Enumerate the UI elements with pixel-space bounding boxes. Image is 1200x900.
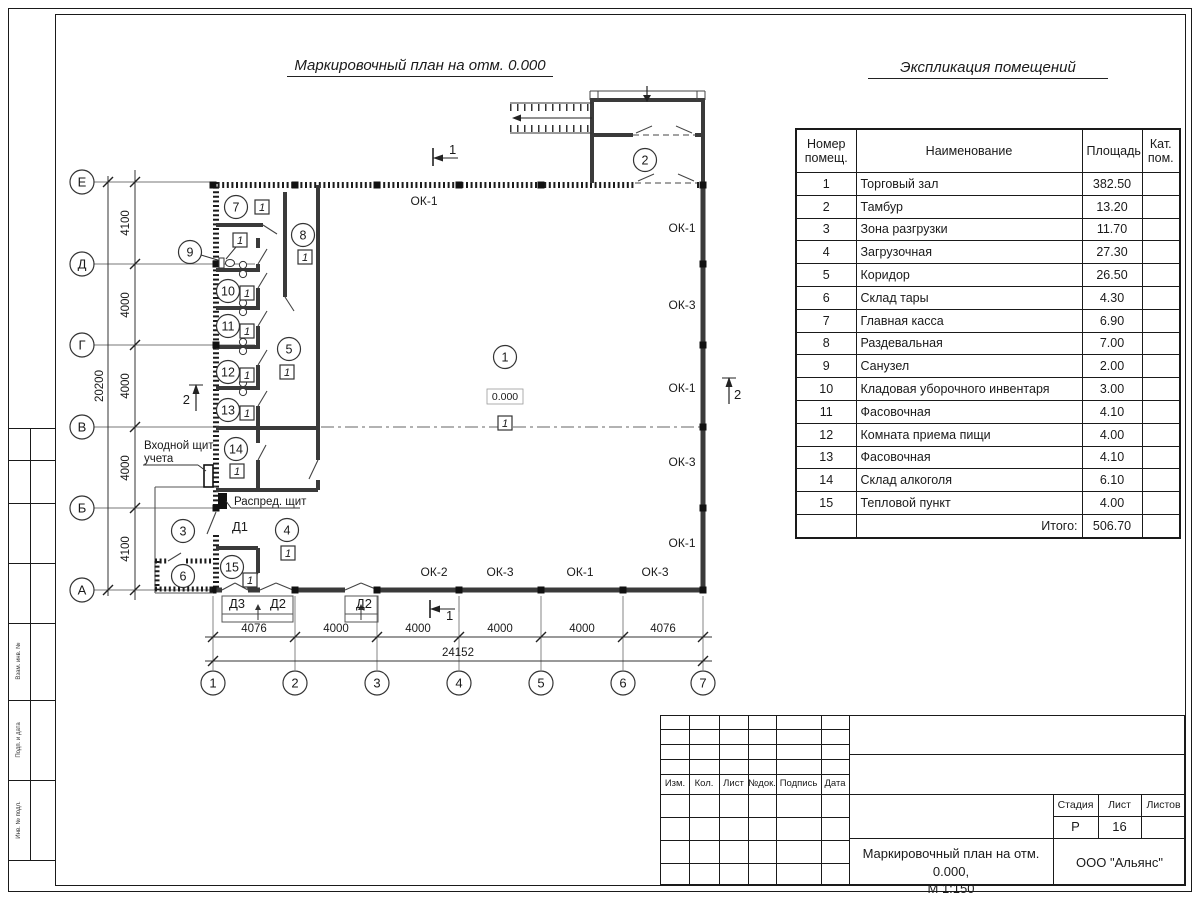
room-name: Торговый зал	[856, 173, 1082, 196]
floor-mark: 1	[233, 466, 241, 478]
entry-panel-label-1: Входной щит	[144, 440, 214, 452]
elevation-value: 0.000	[491, 391, 519, 403]
floor-mark: 1	[246, 575, 254, 587]
axis-col-label: 1	[209, 675, 217, 691]
room-number: 2	[641, 153, 649, 168]
section-1-label: 1	[449, 142, 457, 157]
axis-col-label: 4	[455, 675, 463, 691]
side-stamp-label: Инв. № подл.	[16, 801, 22, 839]
floor-mark: 1	[243, 288, 251, 300]
dim-left-total: 20200	[94, 370, 106, 402]
room-no: 13	[796, 446, 856, 469]
room-area: 13.20	[1082, 195, 1142, 218]
room-name: Фасовочная	[856, 400, 1082, 423]
room-number: 13	[221, 403, 235, 418]
side-stamp-label: Взам. инв. №	[16, 642, 22, 680]
axis-row-label: Е	[77, 174, 87, 190]
section-2-label: 2	[734, 387, 742, 402]
room-no: 3	[796, 218, 856, 241]
window-label: ОК-1	[566, 565, 594, 579]
axis-row-label: А	[77, 582, 87, 598]
room-no: 11	[796, 400, 856, 423]
room-area: 27.30	[1082, 241, 1142, 264]
room-name: Коридор	[856, 264, 1082, 287]
tb-line	[661, 744, 849, 745]
room-no: 4	[796, 241, 856, 264]
room-area: 26.50	[1082, 264, 1142, 287]
room-no: 1	[796, 173, 856, 196]
door-label-d2: Д2	[269, 596, 287, 611]
room-name: Санузел	[856, 355, 1082, 378]
room-number: 15	[225, 560, 239, 575]
tb-header-kol: Кол.	[694, 778, 714, 789]
tb-line	[661, 774, 849, 775]
room-name: Кладовая уборочного инвентаря	[856, 378, 1082, 401]
dim-left: 4100	[120, 536, 132, 562]
dim-bottom: 4076	[241, 623, 267, 635]
stage-value: Р	[1071, 819, 1080, 834]
tb-header-sign: Подпись	[779, 778, 818, 789]
room-no: 2	[796, 195, 856, 218]
tb-line	[661, 863, 849, 864]
axis-col-label: 6	[619, 675, 627, 691]
room-no: 12	[796, 423, 856, 446]
room-no: 9	[796, 355, 856, 378]
room-no: 6	[796, 286, 856, 309]
room-area: 4.00	[1082, 423, 1142, 446]
room-area: 11.70	[1082, 218, 1142, 241]
room-name: Главная касса	[856, 309, 1082, 332]
door-label-d1: Д1	[232, 519, 249, 534]
doc-title	[851, 845, 1051, 898]
room-number: 3	[179, 524, 187, 539]
room-area: 7.00	[1082, 332, 1142, 355]
stage-label: Стадия	[1057, 799, 1094, 811]
room-no: 8	[796, 332, 856, 355]
axis-row-label: Б	[77, 500, 87, 516]
axis-row-label: В	[77, 419, 87, 435]
distribution-panel-label: Распред. щит	[234, 496, 307, 508]
col-header-cat: Кат. пом.	[1142, 129, 1180, 173]
window-label: ОК-3	[668, 298, 696, 312]
window-label: ОК-3	[641, 565, 669, 579]
window-label: ОК-1	[410, 194, 438, 208]
col-header-name: Наименование	[856, 129, 1082, 173]
room-number: 14	[229, 442, 243, 457]
tb-line	[719, 716, 720, 886]
tb-line	[849, 838, 1186, 839]
plan-title: Маркировочный план на отм. 0.000	[287, 57, 553, 77]
room-number: 4	[283, 523, 291, 538]
room-number: 5	[285, 342, 293, 357]
room-no: 7	[796, 309, 856, 332]
section-2-label: 2	[182, 392, 190, 407]
tb-line	[661, 840, 849, 841]
col-header-area: Площадь	[1082, 129, 1142, 173]
room-name: Раздевальная	[856, 332, 1082, 355]
axis-row-label: Д	[77, 256, 87, 272]
tb-line	[776, 716, 777, 886]
window-label: ОК-3	[668, 455, 696, 469]
floor-mark: 1	[258, 202, 266, 214]
tb-line	[1053, 816, 1186, 817]
room-name: Загрузочная	[856, 241, 1082, 264]
floor-mark: 1	[501, 418, 509, 430]
room-area: 3.00	[1082, 378, 1142, 401]
tb-line	[661, 729, 849, 730]
tb-line	[661, 759, 849, 760]
room-number: 8	[299, 228, 307, 243]
total-value: 506.70	[1082, 514, 1142, 537]
room-no: 15	[796, 492, 856, 515]
tb-header-list: Лист	[723, 778, 744, 789]
room-no: 5	[796, 264, 856, 287]
room-number: 7	[232, 200, 240, 215]
entry-panel-label-2: учета	[144, 453, 174, 465]
room-number: 10	[221, 284, 235, 299]
room-name: Зона разгрузки	[856, 218, 1082, 241]
ramp	[510, 103, 592, 133]
room-area: 4.00	[1082, 492, 1142, 515]
dim-bottom: 4000	[569, 623, 595, 635]
dim-bottom: 4000	[487, 623, 513, 635]
dim-bottom-total: 24152	[442, 647, 474, 659]
room-area: 6.90	[1082, 309, 1142, 332]
floor-mark: 1	[243, 326, 251, 338]
window-label: ОК-2	[420, 565, 448, 579]
axis-col-label: 2	[291, 675, 299, 691]
distribution-panel-box	[218, 493, 227, 509]
room-number: 11	[221, 319, 235, 334]
room-name: Тепловой пункт	[856, 492, 1082, 515]
door-leaves	[168, 225, 378, 590]
tb-line	[849, 716, 850, 886]
room-name: Склад тары	[856, 286, 1082, 309]
side-stamp-label: Подп. и дата	[16, 722, 22, 758]
sheet-value: 16	[1112, 819, 1127, 834]
axis-col-label: 7	[699, 675, 707, 691]
room-area: 2.00	[1082, 355, 1142, 378]
window-label: ОК-1	[668, 381, 696, 395]
room-area: 6.10	[1082, 469, 1142, 492]
axis-row-label: Г	[78, 337, 86, 353]
dim-bottom: 4076	[650, 623, 676, 635]
window-label: ОК-3	[486, 565, 514, 579]
room-number: 9	[186, 245, 194, 260]
dim-left: 4000	[120, 292, 132, 318]
company-name: ООО "Альянс"	[1076, 855, 1163, 870]
title-block	[660, 715, 1185, 897]
tb-header-date: Дата	[824, 778, 846, 789]
room-area: 382.50	[1082, 173, 1142, 196]
dim-bottom: 4000	[405, 623, 431, 635]
room-number: 6	[179, 569, 187, 584]
doc-title-line2: М 1:150	[927, 881, 975, 897]
wc-icon	[219, 258, 235, 268]
room-number: 12	[221, 365, 235, 380]
explication-title: Экспликация помещений	[868, 59, 1108, 79]
window-label: ОК-1	[668, 536, 696, 550]
axis-col-label: 3	[373, 675, 381, 691]
axis-markers	[70, 170, 715, 695]
dim-left: 4100	[120, 210, 132, 236]
tb-line	[689, 716, 690, 886]
section-1-label: 1	[446, 608, 454, 623]
room-area: 4.30	[1082, 286, 1142, 309]
dim-left: 4000	[120, 455, 132, 481]
room-number: 1	[501, 350, 509, 365]
tb-line	[661, 794, 849, 795]
dim-left: 4000	[120, 373, 132, 399]
tb-line	[661, 817, 849, 818]
floor-mark: 1	[236, 235, 244, 247]
room-name: Склад алкоголя	[856, 469, 1082, 492]
sheet-label: Лист	[1108, 799, 1131, 811]
tb-header-doc: №док.	[748, 778, 776, 789]
window-labels	[411, 194, 696, 579]
axis-col-label: 5	[537, 675, 545, 691]
floor-mark: 1	[283, 367, 291, 379]
floor-mark: 1	[284, 548, 292, 560]
entry-panel-box	[204, 465, 213, 487]
ramp-arrow-head	[512, 115, 521, 122]
doc-title-line1: Маркировочный план на отм. 0.000,	[862, 846, 1040, 879]
tb-line	[748, 716, 749, 886]
tb-line	[849, 794, 1186, 795]
door-label-d2: Д2	[355, 596, 373, 611]
tb-header-izm: Изм.	[664, 778, 686, 789]
door-labels	[229, 519, 372, 611]
room-name: Тамбур	[856, 195, 1082, 218]
total-label: Итого:	[856, 514, 1082, 537]
room-no: 14	[796, 469, 856, 492]
room-area: 4.10	[1082, 446, 1142, 469]
porches	[222, 596, 378, 622]
tb-line	[821, 716, 822, 886]
sheets-label: Листов	[1146, 799, 1181, 811]
door-label-d3: Д3	[228, 596, 246, 611]
floor-mark: 1	[301, 252, 309, 264]
room-name: Фасовочная	[856, 446, 1082, 469]
room-area: 4.10	[1082, 400, 1142, 423]
col-header-number: Номер помещ.	[796, 129, 856, 173]
room-name: Комната приема пищи	[856, 423, 1082, 446]
floor-type-marks	[230, 200, 512, 587]
floor-mark: 1	[243, 408, 251, 420]
dim-bottom: 4000	[323, 623, 349, 635]
floor-mark: 1	[243, 370, 251, 382]
elevation-mark	[487, 389, 523, 404]
window-label: ОК-1	[668, 221, 696, 235]
room-no: 10	[796, 378, 856, 401]
tb-line	[849, 754, 1186, 755]
